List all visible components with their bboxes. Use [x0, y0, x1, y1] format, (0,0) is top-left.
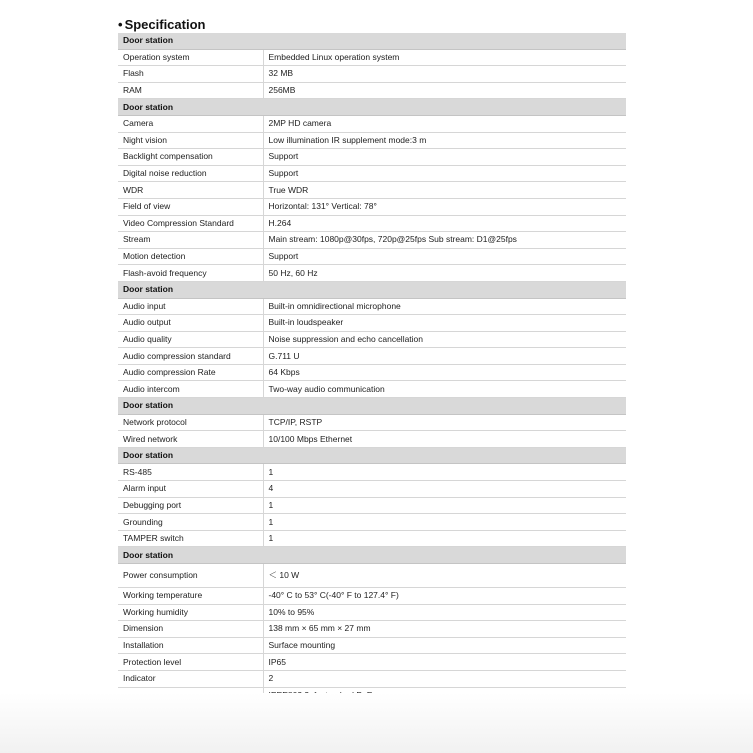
section-title: Door station: [118, 281, 626, 298]
spec-label: Installation: [118, 637, 263, 654]
table-row: [118, 530, 626, 547]
spec-label: Stream: [118, 232, 263, 249]
table-row: [118, 431, 626, 448]
spec-value: 2MP HD camera: [263, 115, 626, 132]
spec-label: Audio output: [118, 315, 263, 332]
spec-label: WDR: [118, 182, 263, 199]
page-title: [118, 17, 205, 32]
spec-value: Main stream: 1080p@30fps, 720p@25fps Sub stream: D1@25fps: [263, 232, 626, 249]
spec-value: 1: [263, 464, 626, 481]
spec-value: ＜ 10 W: [263, 564, 626, 588]
spec-value: G.711 U: [263, 348, 626, 365]
table-row: [118, 298, 626, 315]
section-header: [118, 398, 626, 415]
table-row: [118, 604, 626, 621]
spec-label: Network protocol: [118, 414, 263, 431]
table-row: [118, 637, 626, 654]
spec-value: Low illumination IR supplement mode:3 m: [263, 132, 626, 149]
spec-label: Operation system: [118, 49, 263, 66]
spec-label: Debugging port: [118, 497, 263, 514]
table-row: [118, 348, 626, 365]
spec-value: Built-in omnidirectional microphone: [263, 298, 626, 315]
spec-value: Support: [263, 165, 626, 182]
section-header: [118, 33, 626, 49]
bullet-icon: •: [118, 17, 123, 32]
spec-value: 32 MB: [263, 66, 626, 83]
spec-value: True WDR: [263, 182, 626, 199]
section-header: [118, 547, 626, 564]
spec-value: 138 mm × 65 mm × 27 mm: [263, 621, 626, 638]
table-row: [118, 588, 626, 605]
spec-label: Dimension: [118, 621, 263, 638]
spec-value: Horizontal: 131° Vertical: 78°: [263, 198, 626, 215]
spec-value: H.264: [263, 215, 626, 232]
table-row: [118, 265, 626, 282]
table-row: [118, 315, 626, 332]
table-row: [118, 165, 626, 182]
spec-label: Flash-avoid frequency: [118, 265, 263, 282]
bottom-shade: [0, 693, 753, 753]
spec-value: -40° C to 53° C(-40° F to 127.4° F): [263, 588, 626, 605]
table-row: [118, 49, 626, 66]
spec-label: Audio intercom: [118, 381, 263, 398]
spec-label: Working temperature: [118, 588, 263, 605]
spec-value: Embedded Linux operation system: [263, 49, 626, 66]
table-row: [118, 654, 626, 671]
table-row: [118, 198, 626, 215]
spec-label: Backlight compensation: [118, 149, 263, 166]
table-row: [118, 232, 626, 249]
spec-value: Support: [263, 149, 626, 166]
spec-value: TCP/IP, RSTP: [263, 414, 626, 431]
spec-value: Two-way audio communication: [263, 381, 626, 398]
section-header: [118, 447, 626, 464]
specification-table-body: [118, 33, 626, 750]
spec-label: Wired network: [118, 431, 263, 448]
section-title: Door station: [118, 398, 626, 415]
table-row: [118, 564, 626, 588]
section-title: Door station: [118, 547, 626, 564]
table-row: [118, 115, 626, 132]
specification-table: [118, 33, 626, 751]
section-title: Door station: [118, 447, 626, 464]
spec-value: Surface mounting: [263, 637, 626, 654]
spec-value: 1: [263, 514, 626, 531]
spec-value: 256MB: [263, 82, 626, 99]
table-row: [118, 82, 626, 99]
spec-label: Audio quality: [118, 331, 263, 348]
section-title: Door station: [118, 33, 626, 49]
table-row: [118, 481, 626, 498]
table-row: [118, 182, 626, 199]
spec-value: Noise suppression and echo cancellation: [263, 331, 626, 348]
spec-value: 1: [263, 530, 626, 547]
table-row: [118, 497, 626, 514]
spec-label: RAM: [118, 82, 263, 99]
table-row: [118, 248, 626, 265]
spec-label: Field of view: [118, 198, 263, 215]
spec-label: Alarm input: [118, 481, 263, 498]
spec-label: Camera: [118, 115, 263, 132]
table-row: [118, 331, 626, 348]
section-title: Door station: [118, 99, 626, 116]
section-header: [118, 99, 626, 116]
table-row: [118, 215, 626, 232]
title-text: Specification: [124, 17, 206, 32]
spec-label: Audio compression standard: [118, 348, 263, 365]
table-row: [118, 132, 626, 149]
spec-label: Flash: [118, 66, 263, 83]
spec-label: TAMPER switch: [118, 530, 263, 547]
table-row: [118, 621, 626, 638]
spec-value: Support: [263, 248, 626, 265]
table-row: [118, 149, 626, 166]
spec-label: Night vision: [118, 132, 263, 149]
table-row: [118, 670, 626, 687]
spec-label: Power consumption: [118, 564, 263, 588]
spec-label: RS-485: [118, 464, 263, 481]
spec-label: Working humidity: [118, 604, 263, 621]
table-row: [118, 464, 626, 481]
spec-value: 2: [263, 670, 626, 687]
spec-label: Digital noise reduction: [118, 165, 263, 182]
spec-label: Motion detection: [118, 248, 263, 265]
table-row: [118, 414, 626, 431]
spec-label: Protection level: [118, 654, 263, 671]
spec-label: Grounding: [118, 514, 263, 531]
table-row: [118, 514, 626, 531]
spec-value: IP65: [263, 654, 626, 671]
section-header: [118, 281, 626, 298]
spec-value: 64 Kbps: [263, 364, 626, 381]
spec-value: 10% to 95%: [263, 604, 626, 621]
spec-label: Indicator: [118, 670, 263, 687]
spec-label: Video Compression Standard: [118, 215, 263, 232]
spec-value: 4: [263, 481, 626, 498]
spec-value: 1: [263, 497, 626, 514]
spec-label: Audio input: [118, 298, 263, 315]
spec-label: Audio compression Rate: [118, 364, 263, 381]
table-row: [118, 364, 626, 381]
table-row: [118, 381, 626, 398]
spec-value: 10/100 Mbps Ethernet: [263, 431, 626, 448]
spec-value: 50 Hz, 60 Hz: [263, 265, 626, 282]
table-row: [118, 66, 626, 83]
spec-value: Built-in loudspeaker: [263, 315, 626, 332]
